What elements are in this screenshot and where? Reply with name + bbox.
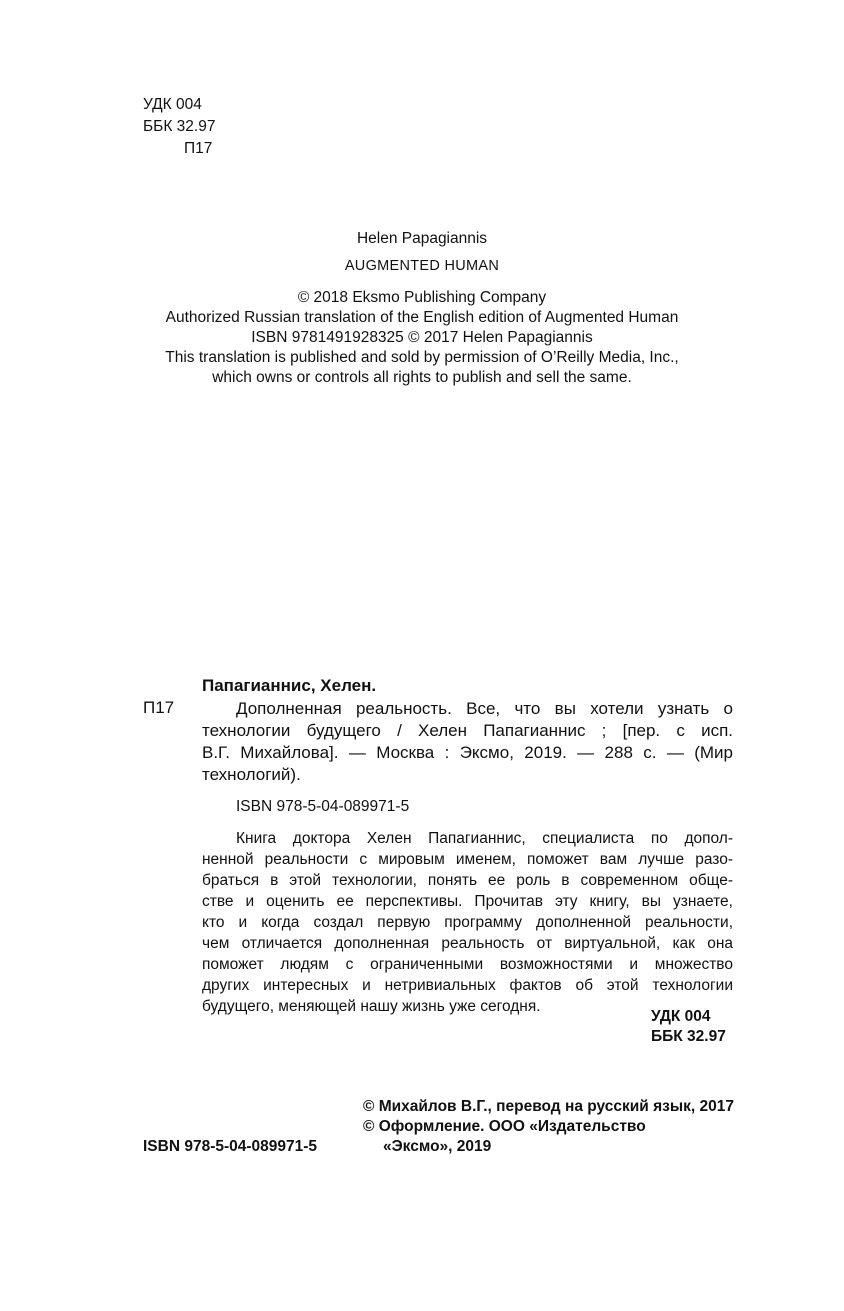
footer-copyright-line: © Оформление. ООО «Издательство [363, 1118, 646, 1135]
description-line: поможет людям с ограниченными возможностями и множество [202, 956, 733, 973]
rights-line: ISBN 9781491928325 © 2017 Helen Papagiannis [251, 329, 593, 346]
original-title: AUGMENTED HUMAN [344, 258, 500, 274]
description-line: других интересных и нетривиальных фактов об этой технологии [202, 977, 733, 994]
rights-line: This translation is published and sold by permission of O’Reilly Media, Inc., [165, 349, 679, 366]
catalog-isbn: ISBN 978-5-04-089971-5 [236, 798, 410, 815]
catalog-title-line: Дополненная реальность. Все, что вы хотели узнать о [236, 699, 733, 718]
catalog-title-line: технологий). [202, 765, 301, 784]
rights-line: Authorized Russian translation of the English edition of Augmented Human [165, 309, 679, 326]
top-author-mark: П17 [184, 140, 213, 157]
catalog-bbk-code: ББК 32.97 [651, 1028, 726, 1045]
description-line: браться в этой технологии, понять ее роль в современном обще- [202, 872, 733, 889]
catalog-title-line: В.Г. Михайлова]. — Москва : Эксмо, 2019. — 288 с. — (Мир [202, 743, 733, 762]
description-line: ненной реальности с мировым именем, поможет вам лучше разо- [202, 851, 733, 868]
footer-isbn: ISBN 978-5-04-089971-5 [143, 1138, 318, 1155]
description-line: стве и оценить ее перспективы. Прочитав эту книгу, вы узнаете, [202, 893, 733, 910]
catalog-heading: Папагианнис, Хелен. [202, 676, 377, 695]
original-author: Helen Papagiannis [356, 230, 488, 247]
footer-copyright-line: © Михайлов В.Г., перевод на русский язык, 2017 [363, 1098, 734, 1115]
rights-line: © 2018 Eksmo Publishing Company [297, 289, 547, 306]
catalog-udk-code: УДК 004 [651, 1008, 711, 1025]
top-udk-code: УДК 004 [143, 96, 202, 113]
footer-copyright-line: «Эксмо», 2019 [383, 1138, 492, 1155]
description-line: кто и когда создал первую программу дополненной реальности, [202, 914, 733, 931]
catalog-title-line: технологии будущего / Хелен Папагианнис ; [пер. с исп. [202, 721, 733, 740]
description-line: Книга доктора Хелен Папагианнис, специалиста по допол- [236, 830, 733, 847]
top-bbk-code: ББК 32.97 [143, 118, 216, 135]
description-line: чем отличается дополненная реальность от виртуальной, как она [202, 935, 733, 952]
description-line: будущего, меняющей нашу жизнь уже сегодня. [202, 998, 541, 1015]
rights-line: which owns or controls all rights to publish and sell the same. [212, 369, 632, 386]
catalog-author-mark: П17 [143, 698, 175, 717]
